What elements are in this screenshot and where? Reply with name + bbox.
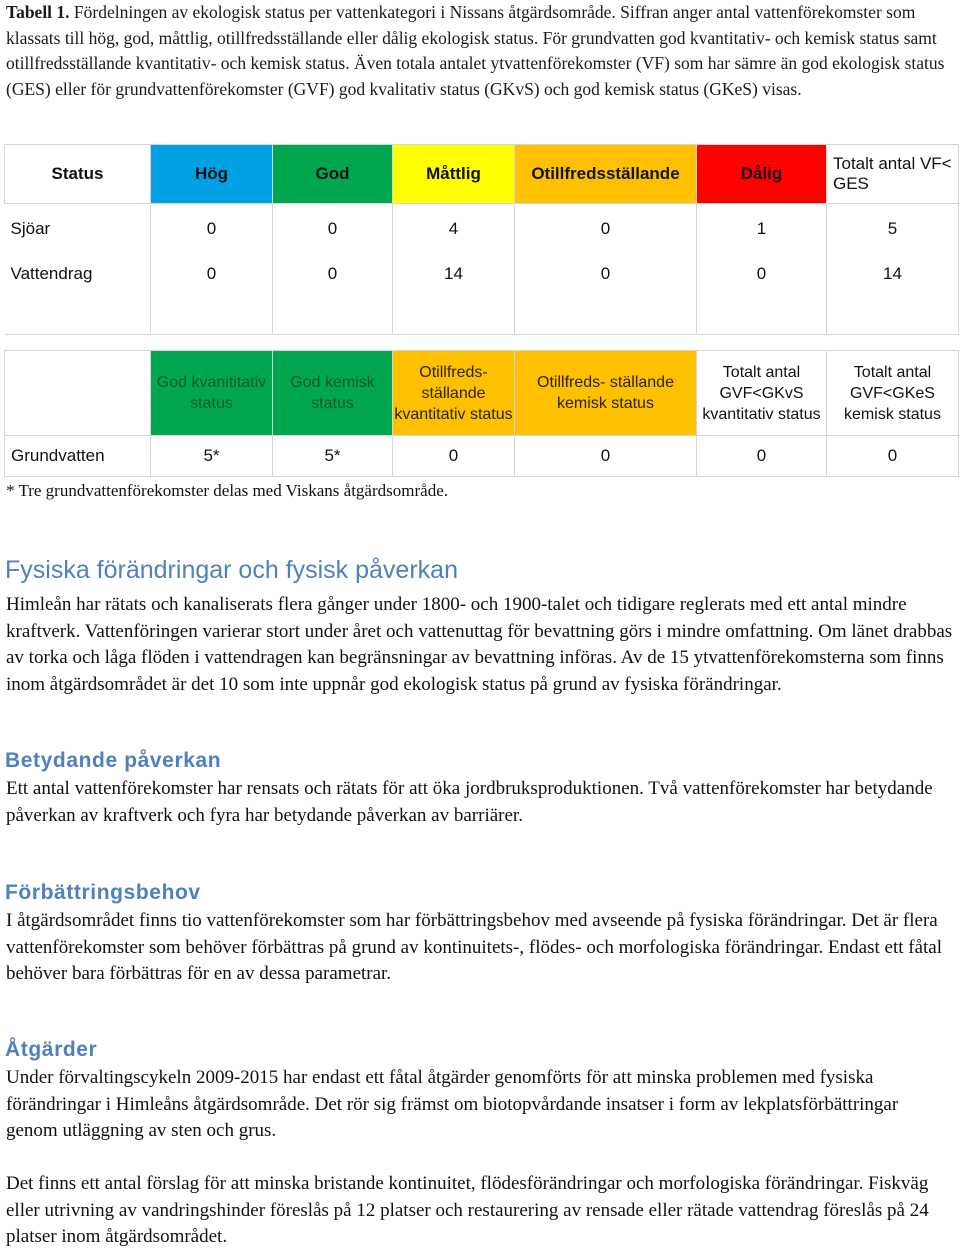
table-row-vattendrag bbox=[5, 254, 959, 335]
cell-otill-kemisk: 0 bbox=[515, 436, 697, 477]
table-caption bbox=[6, 0, 951, 102]
cell-god-kvantitativ: 5* bbox=[151, 436, 273, 477]
cell-otillfredsstallande: 0 bbox=[515, 204, 697, 255]
betydande-paragraph: Ett antal vattenförekomster har rensats och rätats för att öka jordbruksproduktionen. Två vattenförekomster har betydande påverkan av kraftverk och fyra har betydande påverkan av barriärer. bbox=[6, 778, 933, 826]
caption-text: Fördelningen av ekologisk status per vattenkategori i Nissans åtgärdsområde. Siffran anger antal vattenförekomster som klassats till hög, god, måttlig, otillfredsställande eller dålig ekologisk status. För grundvatten god kvantitativ- och kemisk status samt otillfredsställande kvantitativ- och kemisk status. Även totala antalet ytvattenförekomster (VF) som har sämre än god ekologisk status (GES) eller för grundvattenförekomster (GVF) god kvalitativ status (GKvS) och god kemisk status (GKeS) visas. bbox=[6, 2, 945, 99]
section-title-betydande: Betydande påverkan bbox=[5, 749, 222, 772]
atgarder-paragraph-1: Under förvaltingscykeln 2009-2015 har endast ett fåtal åtgärder genomförts för att minska problemen med fysiska förändringar i Himleåns åtgärdsområde. Det rör sig främst om biotopvårdande insatser i form av lekplatsförbättringar genom utläggning av sten och grus. bbox=[6, 1067, 899, 1141]
header-otillfredsstallande-kvantitativ: Otillfreds-ställande kvantitativ status bbox=[393, 351, 515, 436]
header-mattlig: Måttlig bbox=[393, 145, 515, 204]
cell-dalig: 0 bbox=[697, 254, 827, 335]
groundwater-status-table bbox=[4, 350, 959, 477]
section-title-atgarder: Åtgärder bbox=[5, 1038, 98, 1061]
cell-total-gkes: 0 bbox=[827, 436, 959, 477]
row-label: Sjöar bbox=[5, 204, 151, 255]
cell-total-gkvs: 0 bbox=[697, 436, 827, 477]
header-dalig: Dålig bbox=[697, 145, 827, 204]
cell-otillfredsstallande: 0 bbox=[515, 254, 697, 335]
header-god: God bbox=[273, 145, 393, 204]
header-empty bbox=[5, 351, 151, 436]
forbattring-paragraph: I åtgärdsområdet finns tio vattenförekomster som har förbättringsbehov med avseende på fysiska förändringar. Det är flera vattenförekomster som behöver förbättras på grund av kontinuitets-, flödes- och morfologiska förändringar. Endast ett fåtal behöver bara förbättras för en av dessa parametrar. bbox=[6, 910, 943, 984]
cell-total: 5 bbox=[827, 204, 959, 255]
atgarder-paragraph-2: Det finns ett antal förslag för att minska bristande kontinuitet, flödesförändringar och morfologiska förändringar. Fiskväg eller utrivning av vandringshinder föreslås på 12 platser och restaurering av rensade eller rätade vattendrag föreslås på 24 platser inom åtgärdsområdet. bbox=[6, 1173, 929, 1247]
cell-mattlig: 4 bbox=[393, 204, 515, 255]
cell-mattlig: 14 bbox=[393, 254, 515, 335]
cell-god: 0 bbox=[273, 254, 393, 335]
row-label: Vattendrag bbox=[5, 254, 151, 335]
section-title-forbattring: Förbättringsbehov bbox=[5, 881, 201, 904]
cell-otill-kvantitativ: 0 bbox=[393, 436, 515, 477]
intro-paragraph: Himleån har rätats och kanaliserats flera gånger under 1800- och 1900-talet och tidigare reglerats med ett antal mindre kraftverk. Vattenföringen varierar stort under året och vattenuttag för bevattning görs i mindre omfattning. Om länet drabbas av torka och låga flöden i vattendragen kan begränsningar av bevattning införas. Av de 15 ytvattenförekomsterna som finns inom åtgärdsområdet är det 10 som inte uppnår god ekologisk status på grund av fysiska förändringar. bbox=[6, 594, 953, 695]
groundwater-table-header bbox=[5, 351, 959, 436]
caption-label: Tabell 1. bbox=[6, 2, 70, 22]
cell-god-kemisk: 5* bbox=[273, 436, 393, 477]
header-status: Status bbox=[5, 145, 151, 204]
cell-god: 0 bbox=[273, 204, 393, 255]
header-total-gkes: Totalt antal GVF<GKeS kemisk status bbox=[827, 351, 959, 436]
table-footnote: * Tre grundvattenförekomster delas med Viskans åtgärdsområde. bbox=[6, 481, 448, 500]
table-row-grundvatten bbox=[5, 436, 959, 477]
section-title-fysiska: Fysiska förändringar och fysisk påverkan bbox=[5, 556, 458, 584]
cell-dalig: 1 bbox=[697, 204, 827, 255]
header-otillfredsstallande: Otillfredsställande bbox=[515, 145, 697, 204]
cell-hog: 0 bbox=[151, 254, 273, 335]
header-total-vf: Totalt antal VF< GES bbox=[827, 145, 959, 204]
header-total-gkvs: Totalt antal GVF<GKvS kvantitativ status bbox=[697, 351, 827, 436]
surface-table-header bbox=[5, 145, 959, 204]
cell-total: 14 bbox=[827, 254, 959, 335]
table-row-sjoar bbox=[5, 204, 959, 255]
header-hog: Hög bbox=[151, 145, 273, 204]
row-label: Grundvatten bbox=[5, 436, 151, 477]
header-otillfredsstallande-kemisk: Otillfreds- ställande kemisk status bbox=[515, 351, 697, 436]
cell-hog: 0 bbox=[151, 204, 273, 255]
header-god-kemisk: God kemisk status bbox=[273, 351, 393, 436]
surface-water-status-table bbox=[4, 144, 959, 335]
header-god-kvantitativ: God kvanititativ status bbox=[151, 351, 273, 436]
